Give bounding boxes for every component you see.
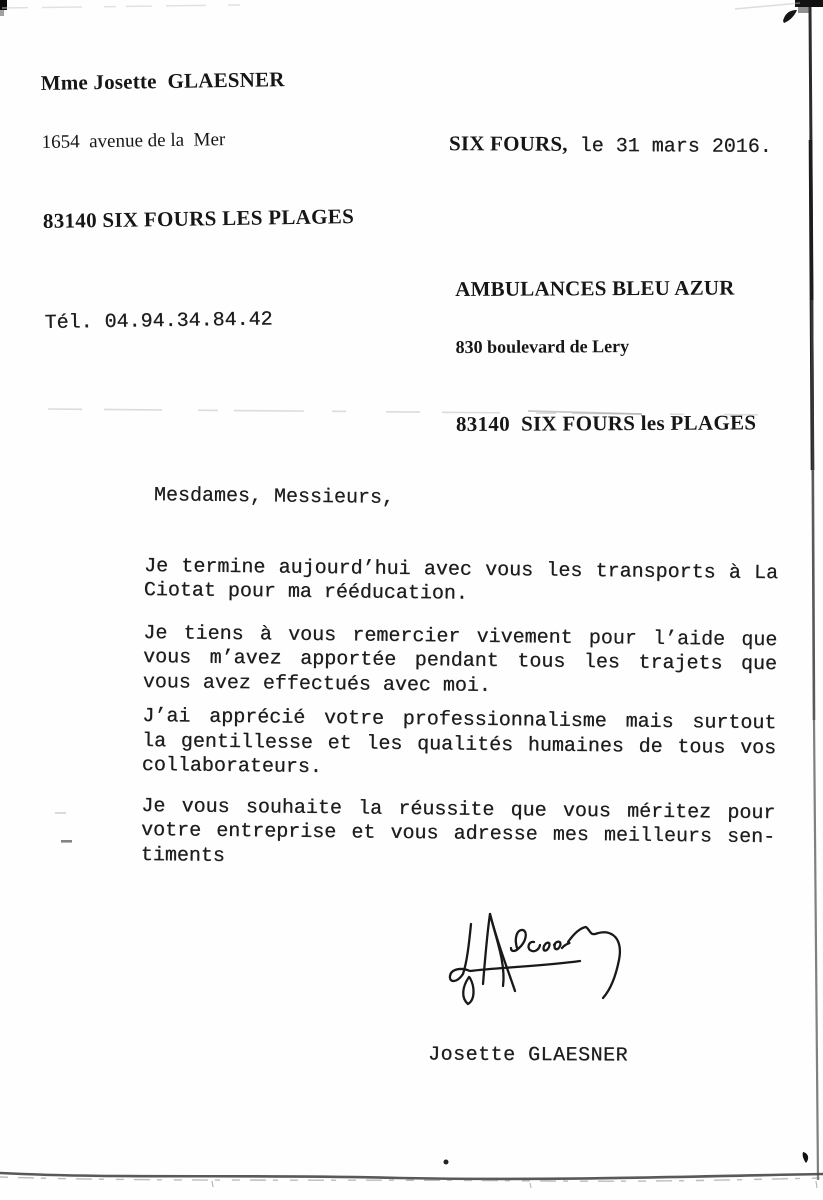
- paragraph-line: Je tiens à vous remercier vivement pour l’aide que: [143, 621, 778, 652]
- scan-bottom-edge-line: [0, 1173, 823, 1188]
- ink-comma-mark: [803, 1152, 809, 1163]
- scan-right-edge-line: [810, 6, 818, 1180]
- scan-corner-cap-fade: [798, 7, 810, 13]
- recipient-address-block: [455, 239, 757, 473]
- margin-dash: [61, 840, 72, 843]
- sender-address-block: [40, 31, 356, 371]
- sender-city: 83140 SIX FOURS LES PLAGES: [42, 204, 355, 233]
- paragraph-line: vous avez effectués avec moi.: [142, 670, 491, 698]
- letter-body: [141, 484, 779, 875]
- sender-phone: Tél. 04.94.34.84.42: [44, 308, 273, 335]
- recipient-city: 83140 SIX FOURS les PLAGES: [455, 410, 757, 436]
- scan-top-left-mark-fade: [0, 10, 4, 16]
- dateline-date: le 31 mars 2016.: [567, 134, 772, 159]
- paragraph-line: la gentillesse et les qualités humaines de tous vos: [141, 729, 777, 760]
- paragraph-line: Ciotat pour ma rééducation.: [143, 578, 468, 606]
- paragraph-line: Je termine aujourd’hui avec vous les transports à La: [143, 554, 779, 585]
- sender-name: Mme Josette GLAESNER: [40, 67, 285, 95]
- sender-street: 1654 avenue de la Mer: [41, 129, 226, 153]
- paragraph-line: collaborateurs.: [141, 753, 322, 780]
- dateline: [433, 113, 772, 177]
- paragraph-4: [141, 794, 776, 875]
- paragraph-line: vous m’avez apportée pendant tous les trajets que: [142, 645, 778, 677]
- recipient-name: AMBULANCES BLEU AZUR: [455, 275, 735, 301]
- scan-top-streak: [2, 5, 240, 8]
- dateline-place: SIX FOURS,: [448, 131, 568, 156]
- salutation: Mesdames, Messieurs,: [153, 484, 395, 510]
- scan-top-streak-right: [735, 3, 800, 9]
- signature-typed-name: Josette GLAESNER: [427, 1043, 629, 1068]
- scan-corner-cap: [795, 0, 823, 7]
- recipient-street: 830 boulevard de Lery: [455, 336, 630, 357]
- paragraph-line: timents: [140, 843, 225, 868]
- paragraph-1: [144, 554, 779, 610]
- paragraph-line: Je vous souhaite la réussite que vous méritez pour: [141, 794, 776, 825]
- margin-dash-faint: [55, 812, 66, 814]
- ink-dot: [444, 1160, 449, 1165]
- paragraph-3: [142, 705, 777, 786]
- paragraph-line: J’ai apprécié votre professionnalisme mais surtout: [142, 704, 777, 736]
- handwritten-signature: [450, 914, 620, 1004]
- scan-top-left-mark: [0, 0, 7, 10]
- paragraph-line: votre entreprise et vous adresse mes meilleurs sen-: [140, 818, 776, 850]
- pen-mark: [783, 10, 797, 23]
- paragraph-2: [143, 621, 778, 702]
